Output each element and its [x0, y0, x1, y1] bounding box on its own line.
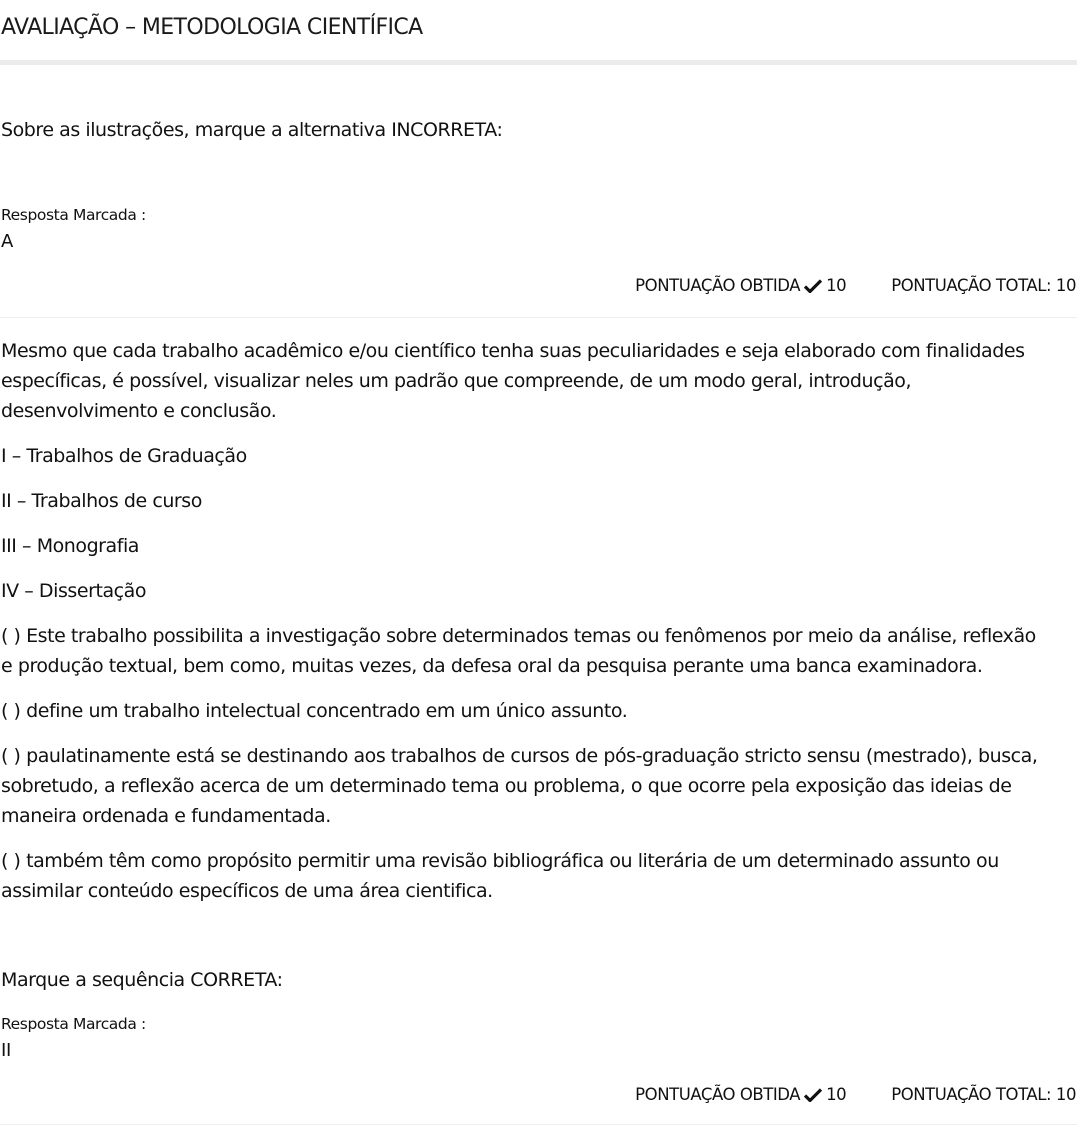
title-divider [0, 60, 1077, 65]
question-2-intro-line: específicas, é possível, visualizar neles um padrão que compreende, de um modo geral, introdução, [1, 370, 912, 392]
question-2-intro [1, 336, 1077, 426]
page-title: AVALIAÇÃO – METODOLOGIA CIENTÍFICA [1, 15, 423, 40]
question-2-item-iii: III – Monografia [1, 535, 139, 557]
question-2-statement-2: ( ) define um trabalho intelectual concentrado em um único assunto. [1, 700, 628, 722]
question-2-statement-line: e produção textual, bem como, muitas vezes, da defesa oral da pesquisa perante uma banca examinadora. [1, 655, 983, 677]
question-2-score-obtained-value: 10 [826, 1085, 847, 1104]
question-2 [1, 336, 1077, 921]
question-1-stem: Sobre as ilustrações, marque a alternativa INCORRETA: [1, 119, 503, 141]
question-1-answer-label: Resposta Marcada : [1, 206, 146, 224]
question-2-item-iv: IV – Dissertação [1, 580, 146, 602]
question-divider [0, 317, 1077, 318]
question-1-score-obtained [635, 276, 846, 295]
check-icon [804, 1088, 822, 1102]
question-1-score-obtained-label: PONTUAÇÃO OBTIDA [635, 276, 801, 295]
question-2-statement-4 [1, 846, 1077, 906]
question-2-item-ii: II – Trabalhos de curso [1, 490, 202, 512]
question-2-statement-line: ( ) Este trabalho possibilita a investigação sobre determinados temas ou fenômenos por meio da análise, reflexão [1, 625, 1036, 647]
question-2-prompt: Marque a sequência CORRETA: [1, 969, 283, 991]
question-2-statement-line: maneira ordenada e fundamentada. [1, 805, 331, 827]
question-2-statement-line: ( ) também têm como propósito permitir uma revisão bibliográfica ou literária de um determinado assunto ou [1, 850, 999, 872]
question-1-answer-value: A [1, 231, 14, 252]
question-divider [0, 1124, 1077, 1125]
question-2-score-obtained-label: PONTUAÇÃO OBTIDA [635, 1085, 801, 1104]
question-1-score-total: PONTUAÇÃO TOTAL: 10 [891, 276, 1076, 295]
question-2-statement-line: ( ) paulatinamente está se destinando aos trabalhos de cursos de pós-graduação stricto sensu (mestrado), busca, [1, 745, 1038, 767]
question-2-score-obtained [635, 1085, 846, 1104]
question-2-intro-line: Mesmo que cada trabalho acadêmico e/ou científico tenha suas peculiaridades e seja elaborado com finalidades [1, 340, 1025, 362]
question-2-intro-line: desenvolvimento e conclusão. [1, 400, 277, 422]
question-2-answer-value: II [1, 1040, 12, 1061]
question-2-score-row [635, 1085, 1076, 1104]
question-2-item-i: I – Trabalhos de Graduação [1, 445, 247, 467]
question-1 [1, 115, 1077, 145]
question-2-score-total: PONTUAÇÃO TOTAL: 10 [891, 1085, 1076, 1104]
question-2-statement-line: assimilar conteúdo específicos de uma área cientifica. [1, 880, 493, 902]
question-1-score-obtained-value: 10 [826, 276, 847, 295]
question-2-answer-label: Resposta Marcada : [1, 1015, 146, 1033]
question-2-statement-1 [1, 621, 1077, 681]
question-2-statement-3 [1, 741, 1077, 831]
question-1-score-row [635, 276, 1076, 295]
question-2-statement-line: sobretudo, a reflexão acerca de um determinado tema ou problema, o que ocorre pela exposição das ideias de [1, 775, 1012, 797]
check-icon [804, 279, 822, 293]
